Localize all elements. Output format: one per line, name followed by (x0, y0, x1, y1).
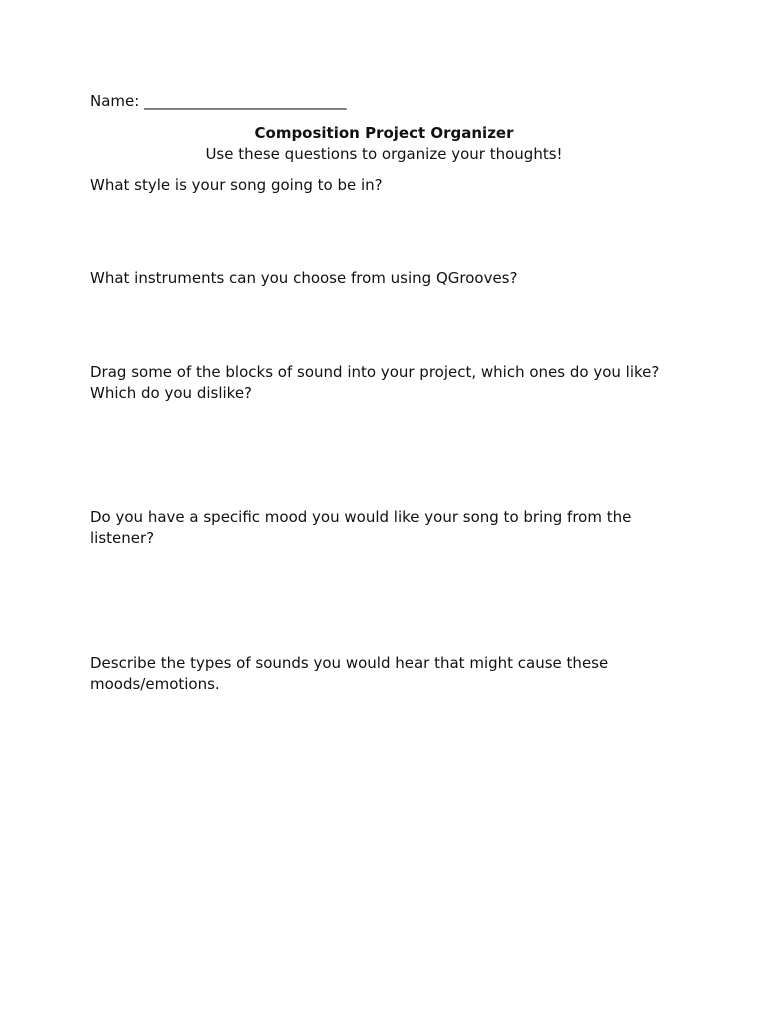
question-text-line-2: listener? (90, 529, 155, 547)
question-text-line-2: Which do you dislike? (90, 384, 253, 402)
question-text-line-1: Do you have a specific mood you would like your song to bring from the (90, 508, 632, 526)
question-text: What instruments can you choose from using QGrooves? (90, 269, 518, 287)
question-text: What style is your song going to be in? (90, 176, 383, 194)
question-text-line-2: moods/emotions. (90, 675, 220, 693)
question-style (90, 175, 678, 196)
worksheet-title: Composition Project Organizer (254, 124, 514, 142)
question-instruments (90, 268, 678, 289)
name-field-label: Name: ___________________________ (90, 92, 347, 110)
worksheet-subtitle: Use these questions to organize your thoughts! (205, 145, 563, 163)
question-text-line-1: Drag some of the blocks of sound into your project, which ones do you like? (90, 363, 660, 381)
question-sound-types (90, 653, 680, 695)
question-text-line-1: Describe the types of sounds you would hear that might cause these (90, 654, 609, 672)
question-blocks-of-sound (90, 362, 680, 404)
question-mood (90, 507, 680, 549)
